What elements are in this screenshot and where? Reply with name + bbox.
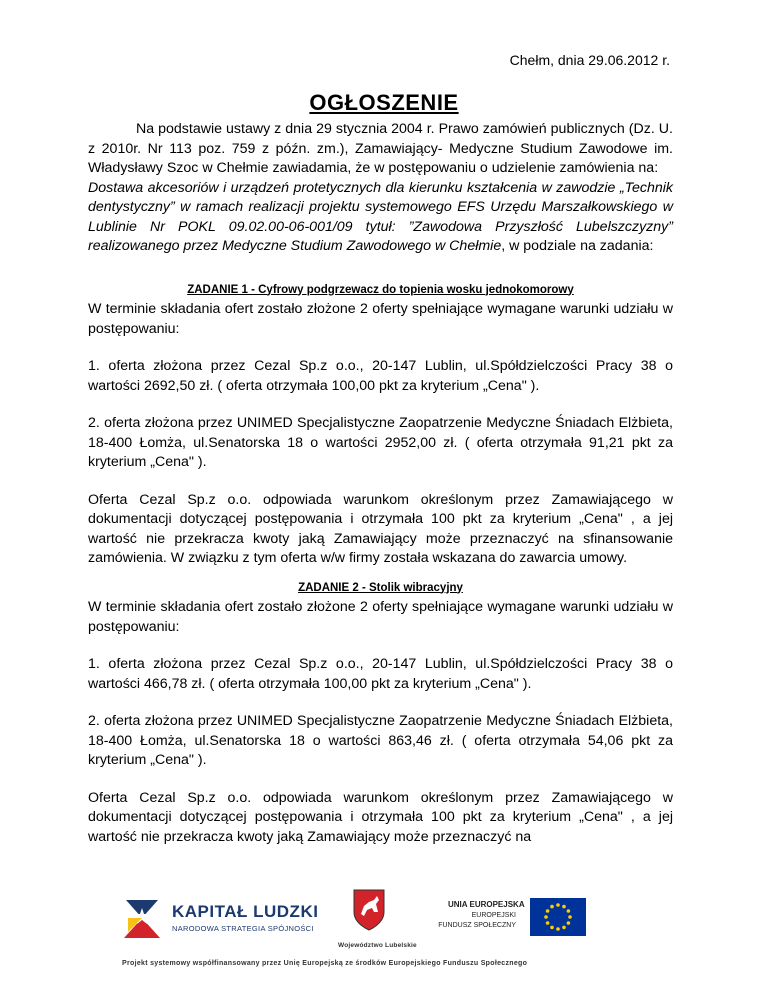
lubelskie-crest-icon bbox=[352, 888, 386, 932]
kl-title: KAPITAŁ LUDZKI bbox=[172, 902, 319, 921]
project-note: Projekt systemowy współfinansowany przez Unię Europejską ze środków Europejskiego Funduszu Społecznego bbox=[122, 960, 528, 967]
dateline: Chełm, dnia 29.06.2012 r. bbox=[509, 52, 670, 68]
eu-flag-icon bbox=[530, 898, 586, 936]
intro-paragraph bbox=[88, 120, 673, 179]
task-section bbox=[88, 281, 673, 569]
intro-text: Na podstawie ustawy z dnia 29 stycznia 2004 r. Prawo zamówień publicznych (Dz. U. z 2010r. Nr 113 poz. 759 z późn. zm.), Zamawiający- Medyczne Studium Zawodowe im. Władysławy Szoc w Chełmie zawiadamia, że w postępowaniu o udzielenie zamówienia na: bbox=[88, 121, 673, 176]
task-conclusion: Oferta Cezal Sp.z o.o. odpowiada warunkom określonym przez Zamawiającego w dokumentacji dotyczącej postępowania i otrzymała 100 pkt za kryterium „Cena" , a jej wartość nie przekracza kwoty jaką Zamawiający może przeznaczyć na sfinansowanie zamówienia. W związku z tym oferta w/w firmy została wskazana do zawarcia umowy. bbox=[88, 491, 673, 566]
task-heading: ZADANIE 1 - Cyfrowy podgrzewacz do topienia wosku jednokomorowy bbox=[187, 283, 574, 296]
offer-item: 1. oferta złożona przez Cezal Sp.z o.o., 20-147 Lublin, ul.Spółdzielczości Pracy 38 o wartości 466,78 zł. ( oferta otrzymała 100,00 pkt za kryterium „Cena" ). bbox=[88, 656, 673, 692]
task-section bbox=[88, 579, 673, 848]
page-title: OGŁOSZENIE bbox=[309, 90, 459, 115]
kapital-ludzki-logo-icon bbox=[122, 898, 162, 940]
eu-label: UNIA EUROPEJSKA bbox=[448, 900, 525, 909]
subject-tail: , w podziale na zadania: bbox=[501, 238, 654, 254]
efs-label-2: FUNDUSZ SPOŁECZNY bbox=[438, 922, 516, 929]
kl-subtitle: NARODOWA STRATEGIA SPÓJNOŚCI bbox=[172, 924, 314, 933]
document-body bbox=[88, 120, 673, 847]
task-summary: W terminie składania ofert zostało złożone 2 oferty spełniające wymagane warunki udziału w postępowaniu: bbox=[88, 301, 673, 337]
voivodeship-label: Województwo Lubelskie bbox=[338, 942, 417, 949]
footer-logos bbox=[90, 888, 680, 994]
offer-item: 2. oferta złożona przez UNIMED Specjalistyczne Zaopatrzenie Medyczne Śniadach Elżbieta, 18-400 Łomża, ul.Senatorska 18 o wartości 2952,00 zł. ( oferta otrzymała 91,21 pkt za kryterium „Cena" ). bbox=[88, 415, 673, 470]
subject-italic: Dostawa akcesoriów i urządzeń protetycznych dla kierunku kształcenia w zawodzie „Technik dentystyczny” w ramach realizacji projektu systemowego EFS Urzędu Marszałkowskiego w Lublinie Nr POKL 09.02.00-06-001/09 tytuł: ”Zawodowa Przyszłość Lubelszczyzny” realizowanego przez Medyczne Studium Zawodowego w Chełmie bbox=[88, 179, 673, 254]
efs-label-1: EUROPEJSKI bbox=[471, 912, 516, 919]
task-conclusion: Oferta Cezal Sp.z o.o. odpowiada warunkom określonym przez Zamawiającego w dokumentacji dotyczącej postępowania i otrzymała 100 pkt za kryterium „Cena" , a jej wartość nie przekracza kwoty jaką Zamawiający może przeznaczyć na bbox=[88, 789, 673, 845]
offer-item: 2. oferta złożona przez UNIMED Specjalistyczne Zaopatrzenie Medyczne Śniadach Elżbieta, 18-400 Łomża, ul.Senatorska 18 o wartości 863,46 zł. ( oferta otrzymała 54,06 pkt za kryterium „Cena" ). bbox=[88, 713, 673, 768]
task-heading: ZADANIE 2 - Stolik wibracyjny bbox=[298, 581, 463, 594]
task-summary: W terminie składania ofert zostało złożone 2 oferty spełniające wymagane warunki udziału w postępowaniu: bbox=[88, 599, 673, 635]
offer-item: 1. oferta złożona przez Cezal Sp.z o.o., 20-147 Lublin, ul.Spółdzielczości Pracy 38 o wartości 2692,50 zł. ( oferta otrzymała 100,00 pkt za kryterium „Cena" ). bbox=[88, 358, 673, 394]
subject-paragraph bbox=[88, 179, 673, 257]
